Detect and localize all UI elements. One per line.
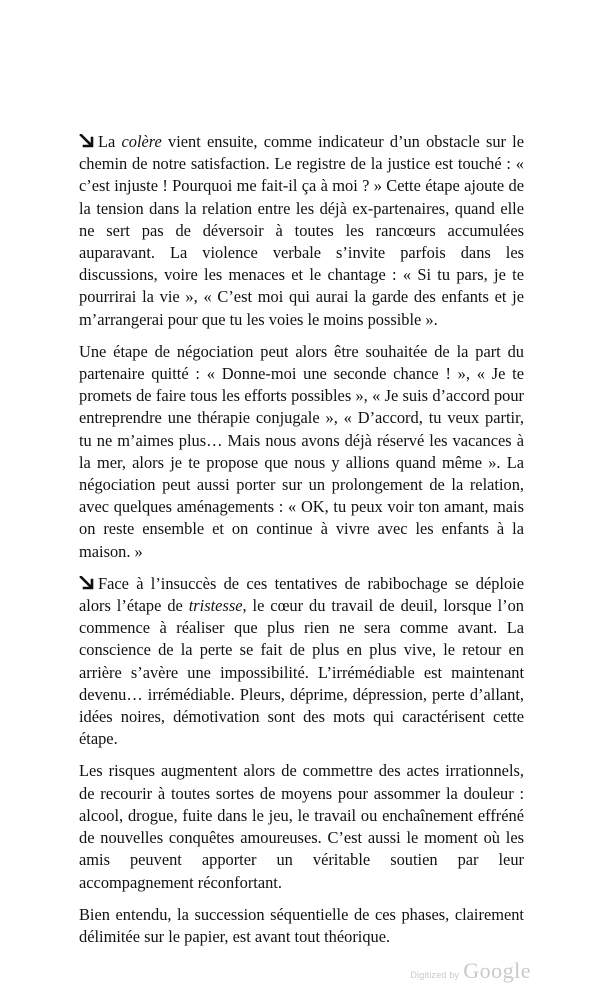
colere-text-after: vient ensuite, comme indicateur d’un obstacle sur le chemin de notre satisfaction. Le registre de la justice est touché : « c’est injuste ! Pourquoi me fait-il ça à moi ? » Cette étape ajoute de la tension dans la relation entre les déjà ex-partenaires, quand elle ne sert pas de déversoir à toutes les rancœurs accumulées auparavant. La violence verbale s’invite parfois dans les discussions, voire les menaces et le chantage : « Si tu pars, je te pourrirai la vie », « C’est moi qui aurai la garde des enfants et je m’arrangerai pour que tu les voies le moins possible ». [79,132,524,329]
negociation-text: Une étape de négociation peut alors être souhaitée de la part du partenaire quitté : « Donne-moi une seconde chance ! », « Je te promets de faire tous les efforts possibles », « Je suis d’accord pour entreprendre une thérapie conjugale », « D’accord, tu veux partir, tu ne m’aimes plus… Mais nous avons déjà réservé les vacances à la mer, alors je te propose que nous y allions quand même ». La négociation peut aussi porter sur un prolongement de la relation, avec quelques aménagements : « OK, tu peux voir ton amant, mais on reste ensemble et on continue à vivre avec les enfants à la maison. » [79,341,524,561]
tristesse-text-after: , le cœur du travail de deuil, lorsque l’on commence à réaliser que plus rien ne sera comme avant. La conscience de la perte se fait de plus en plus vive, le retour en arrière s’avère une impossibilité. L’irrémédiable est maintenant devenu… irrémédiable. Pleurs, déprime, dépression, perte d’allant, idées noires, démotivation sont des mots qui caractérisent cette étape. [79,596,524,749]
paragraph-succession [79,904,524,948]
book-page [79,131,524,948]
paragraph-colere [79,131,524,331]
succession-text: Bien entendu, la succession séquentielle de ces phases, clairement délimitée sur le papier, est avant tout théorique. [79,904,524,946]
paragraph-tristesse [79,573,524,751]
arrow-down-right-icon [79,576,94,590]
digitization-watermark [410,958,531,984]
risques-text: Les risques augmentent alors de commettre des actes irrationnels, de recourir à toutes sortes de moyens pour assommer la douleur : alcool, drogue, fuite dans le jeu, le travail ou enchaînement effréné de nouvelles conquêtes amoureuses. C’est aussi le moment où les amis peuvent apporter un véritable soutien par leur accompagnement réconfortant. [79,761,524,892]
colere-text-before: La [98,132,122,151]
paragraph-risques [79,760,524,893]
tristesse-text-before: Face à l’insuccès de ces tentatives de rabibochage se déploie alors l’étape de [79,573,524,616]
paragraph-negociation [79,341,524,563]
tristesse-emphasis: tristesse [188,596,243,616]
arrow-down-right-icon [79,134,94,148]
colere-emphasis: colère [121,132,162,151]
google-logo: Google [463,958,531,983]
digitized-by-label: Digitized by [410,970,460,980]
